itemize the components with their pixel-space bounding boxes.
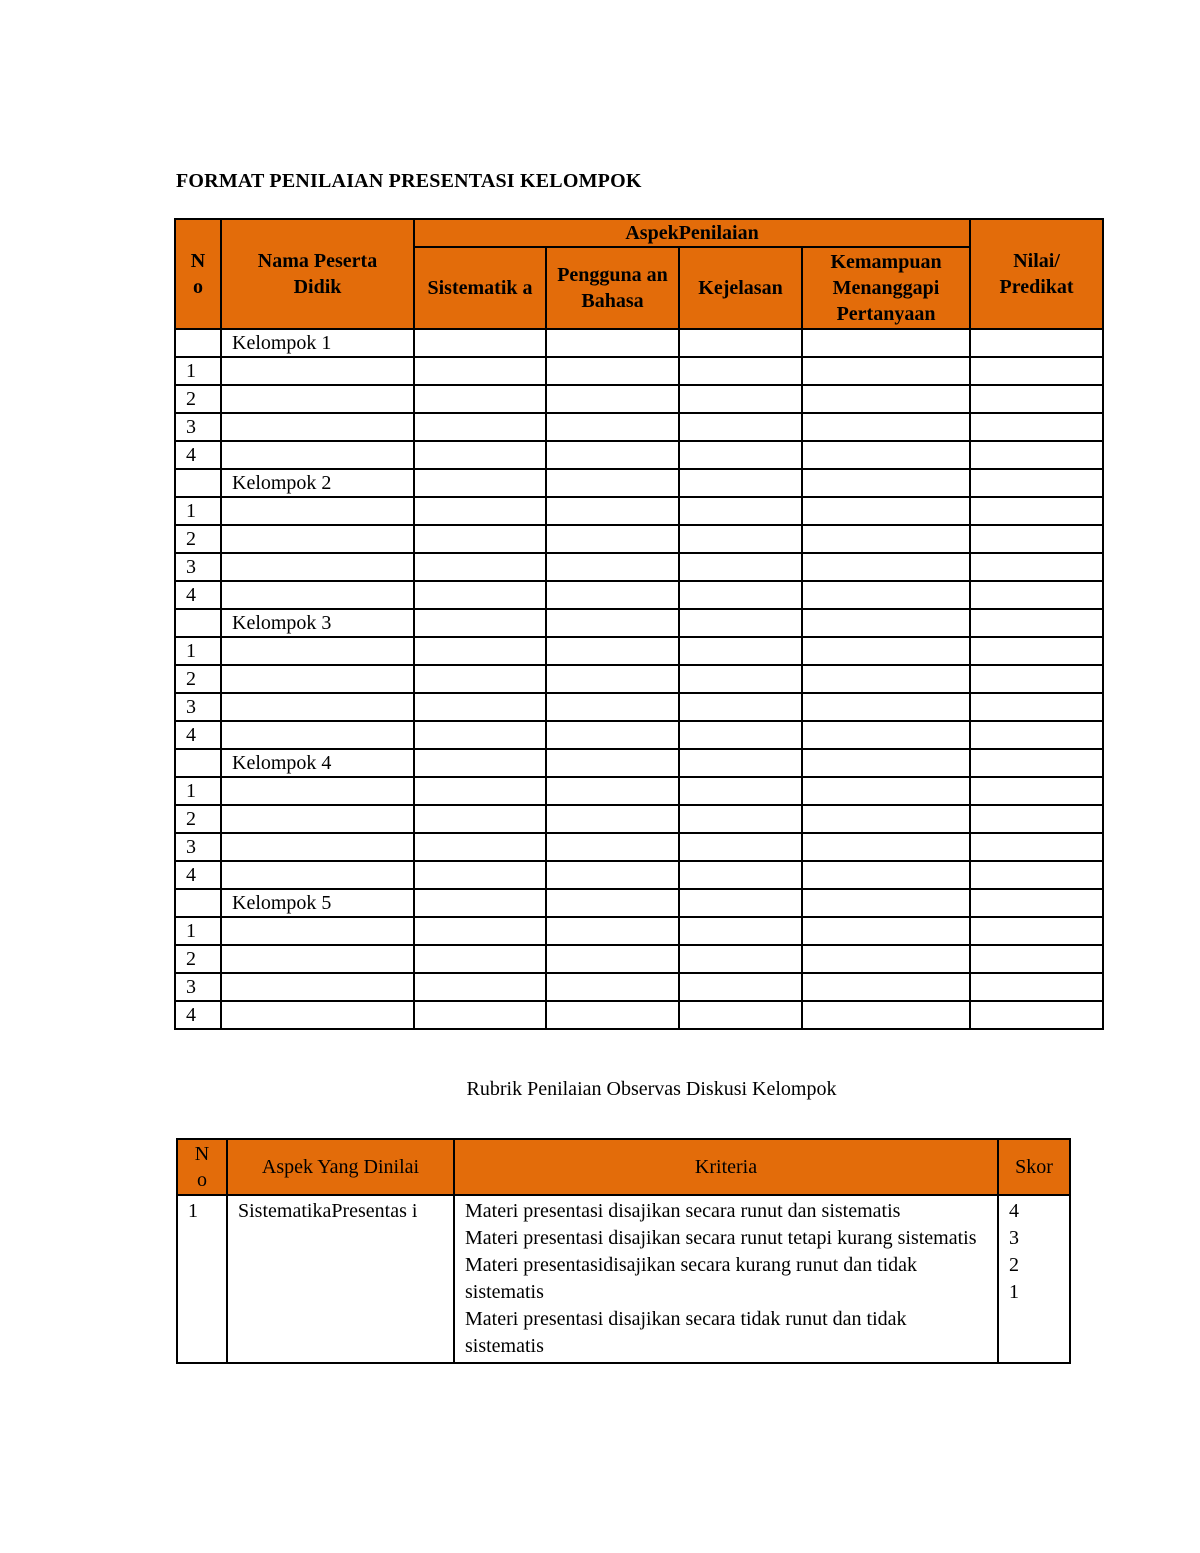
criteria-item: Materi presentasi disajikan secara runut tetapi kurang sistematis <box>465 1227 977 1249</box>
score-cell[interactable] <box>546 441 679 469</box>
score-cell[interactable] <box>679 665 802 693</box>
score-cell[interactable] <box>802 973 970 1001</box>
score-cell[interactable] <box>970 693 1103 721</box>
score-cell[interactable] <box>802 889 970 917</box>
score-cell[interactable] <box>546 805 679 833</box>
student-row <box>175 581 1103 609</box>
score-cell[interactable] <box>970 525 1103 553</box>
score-cell[interactable] <box>802 553 970 581</box>
score-cell[interactable] <box>679 889 802 917</box>
student-row <box>175 721 1103 749</box>
score-cell[interactable] <box>546 833 679 861</box>
student-row <box>175 525 1103 553</box>
header-aspek-penilaian: AspekPenilaian <box>414 219 970 247</box>
student-row <box>175 385 1103 413</box>
score-cell[interactable] <box>802 805 970 833</box>
group-name: Kelompok 2 <box>221 469 414 497</box>
student-no: 1 <box>175 917 221 945</box>
student-no: 4 <box>175 441 221 469</box>
score-cell[interactable] <box>802 833 970 861</box>
score-cell[interactable] <box>802 917 970 945</box>
group-row <box>175 469 1103 497</box>
rubric-header-kriteria: Kriteria <box>454 1139 998 1195</box>
group-name: Kelompok 3 <box>221 609 414 637</box>
score-cell[interactable] <box>802 525 970 553</box>
student-no: 4 <box>175 581 221 609</box>
score-cell[interactable] <box>679 749 802 777</box>
score-cell[interactable] <box>970 441 1103 469</box>
score-cell[interactable] <box>546 329 679 357</box>
score-cell[interactable] <box>679 413 802 441</box>
score-cell[interactable] <box>679 385 802 413</box>
student-no: 1 <box>175 357 221 385</box>
score-cell[interactable] <box>414 581 546 609</box>
score-cell[interactable] <box>414 525 546 553</box>
student-row <box>175 441 1103 469</box>
score-cell[interactable] <box>679 945 802 973</box>
score-cell[interactable] <box>679 1001 802 1029</box>
group-no-cell <box>175 329 221 357</box>
group-row <box>175 889 1103 917</box>
score-cell[interactable] <box>802 329 970 357</box>
score-cell[interactable] <box>414 917 546 945</box>
score-cell[interactable] <box>802 357 970 385</box>
score-cell[interactable] <box>414 1001 546 1029</box>
score-cell[interactable] <box>802 609 970 637</box>
score-cell[interactable] <box>802 1001 970 1029</box>
assessment-table <box>174 218 1104 1030</box>
header-sistematika: Sistematik a <box>414 247 546 329</box>
score-cell[interactable] <box>679 637 802 665</box>
score-cell[interactable] <box>970 413 1103 441</box>
student-name-cell[interactable] <box>221 637 414 665</box>
score-cell[interactable] <box>970 553 1103 581</box>
score-cell[interactable] <box>679 805 802 833</box>
group-no-cell <box>175 889 221 917</box>
score-cell[interactable] <box>970 637 1103 665</box>
score-cell[interactable] <box>970 973 1103 1001</box>
student-row <box>175 973 1103 1001</box>
student-row <box>175 917 1103 945</box>
score-cell[interactable] <box>679 497 802 525</box>
score-cell[interactable] <box>802 637 970 665</box>
score-cell[interactable] <box>414 329 546 357</box>
rubric-header-no: N o <box>177 1139 227 1195</box>
score-cell[interactable] <box>679 469 802 497</box>
student-row <box>175 945 1103 973</box>
group-name: Kelompok 5 <box>221 889 414 917</box>
score-cell[interactable] <box>414 889 546 917</box>
score-cell[interactable] <box>546 637 679 665</box>
score-cell[interactable] <box>802 469 970 497</box>
score-cell[interactable] <box>679 581 802 609</box>
score-cell[interactable] <box>679 973 802 1001</box>
score-cell[interactable] <box>546 1001 679 1029</box>
score-cell[interactable] <box>802 665 970 693</box>
group-no-cell <box>175 609 221 637</box>
score-cell[interactable] <box>679 329 802 357</box>
score-cell[interactable] <box>802 581 970 609</box>
page-title: FORMAT PENILAIAN PRESENTASI KELOMPOK <box>176 170 642 192</box>
score-cell[interactable] <box>546 385 679 413</box>
score-cell[interactable] <box>970 469 1103 497</box>
student-no: 2 <box>175 945 221 973</box>
score-cell[interactable] <box>802 385 970 413</box>
student-name-cell[interactable] <box>221 721 414 749</box>
score-cell[interactable] <box>414 385 546 413</box>
student-name-cell[interactable] <box>221 385 414 413</box>
score-cell[interactable] <box>414 833 546 861</box>
student-no: 1 <box>175 497 221 525</box>
score-cell[interactable] <box>414 637 546 665</box>
score-cell[interactable] <box>414 497 546 525</box>
score-cell[interactable] <box>546 469 679 497</box>
student-no: 2 <box>175 385 221 413</box>
student-no: 2 <box>175 525 221 553</box>
student-name-cell[interactable] <box>221 945 414 973</box>
score-cell[interactable] <box>414 693 546 721</box>
student-name-cell[interactable] <box>221 581 414 609</box>
group-name: Kelompok 4 <box>221 749 414 777</box>
student-row <box>175 805 1103 833</box>
score-cell[interactable] <box>970 721 1103 749</box>
student-name-cell[interactable] <box>221 497 414 525</box>
score-cell[interactable] <box>970 805 1103 833</box>
score-cell[interactable] <box>802 497 970 525</box>
student-row <box>175 357 1103 385</box>
score-cell[interactable] <box>546 777 679 805</box>
score-cell[interactable] <box>546 525 679 553</box>
student-no: 2 <box>175 805 221 833</box>
score-cell[interactable] <box>802 945 970 973</box>
rubric-row-no: 1 <box>177 1195 227 1363</box>
score-cell[interactable] <box>414 665 546 693</box>
score-cell[interactable] <box>414 973 546 1001</box>
student-name-cell[interactable] <box>221 1001 414 1029</box>
score-cell[interactable] <box>970 665 1103 693</box>
rubric-table <box>176 1138 1071 1364</box>
score-cell[interactable] <box>970 945 1103 973</box>
student-row <box>175 1001 1103 1029</box>
score-cell[interactable] <box>679 441 802 469</box>
student-row <box>175 665 1103 693</box>
student-no: 3 <box>175 973 221 1001</box>
score-cell[interactable] <box>679 553 802 581</box>
score-cell[interactable] <box>414 777 546 805</box>
header-kejelasan: Kejelasan <box>679 247 802 329</box>
score-cell[interactable] <box>546 973 679 1001</box>
score-cell[interactable] <box>414 749 546 777</box>
group-row <box>175 329 1103 357</box>
score-cell[interactable] <box>970 917 1103 945</box>
score-cell[interactable] <box>802 413 970 441</box>
score-cell[interactable] <box>546 861 679 889</box>
score-cell[interactable] <box>679 609 802 637</box>
student-name-cell[interactable] <box>221 665 414 693</box>
score-cell[interactable] <box>970 329 1103 357</box>
header-nilai-predikat: Nilai/ Predikat <box>970 219 1103 329</box>
score-cell[interactable] <box>970 1001 1103 1029</box>
student-name-cell[interactable] <box>221 553 414 581</box>
score-cell[interactable] <box>414 805 546 833</box>
student-no: 3 <box>175 413 221 441</box>
score-cell[interactable] <box>679 525 802 553</box>
score-item: 1 <box>1009 1281 1019 1303</box>
criteria-item: Materi presentasidisajikan secara kurang runut dan tidak sistematis <box>465 1254 918 1303</box>
score-cell[interactable] <box>546 665 679 693</box>
group-no-cell <box>175 749 221 777</box>
score-cell[interactable] <box>546 413 679 441</box>
student-no: 4 <box>175 1001 221 1029</box>
student-no: 3 <box>175 693 221 721</box>
rubric-title: Rubrik Penilaian Observas Diskusi Kelompok <box>466 1078 837 1100</box>
student-no: 3 <box>175 833 221 861</box>
criteria-item: Materi presentasi disajikan secara runut dan sistematis <box>465 1200 901 1222</box>
group-row <box>175 609 1103 637</box>
score-cell[interactable] <box>546 917 679 945</box>
header-penggunaan-bahasa: Pengguna an Bahasa <box>546 247 679 329</box>
score-cell[interactable] <box>970 889 1103 917</box>
student-row <box>175 833 1103 861</box>
student-name-cell[interactable] <box>221 357 414 385</box>
student-row <box>175 497 1103 525</box>
student-row <box>175 413 1103 441</box>
student-row <box>175 693 1103 721</box>
student-no: 4 <box>175 861 221 889</box>
rubric-header-skor: Skor <box>998 1139 1070 1195</box>
score-cell[interactable] <box>679 777 802 805</box>
header-kemampuan: Kemampuan Menanggapi Pertanyaan <box>802 247 970 329</box>
score-cell[interactable] <box>414 441 546 469</box>
score-cell[interactable] <box>546 889 679 917</box>
student-name-cell[interactable] <box>221 917 414 945</box>
score-cell[interactable] <box>546 357 679 385</box>
rubric-criteria-cell <box>454 1195 998 1363</box>
student-name-cell[interactable] <box>221 833 414 861</box>
score-cell[interactable] <box>546 721 679 749</box>
student-no: 1 <box>175 777 221 805</box>
score-cell[interactable] <box>802 749 970 777</box>
score-cell[interactable] <box>414 469 546 497</box>
student-name-cell[interactable] <box>221 805 414 833</box>
score-cell[interactable] <box>546 609 679 637</box>
score-cell[interactable] <box>802 777 970 805</box>
rubric-row-aspek: SistematikaPresentas i <box>227 1195 454 1363</box>
student-name-cell[interactable] <box>221 973 414 1001</box>
student-name-cell[interactable] <box>221 777 414 805</box>
score-cell[interactable] <box>679 721 802 749</box>
rubric-header-aspek: Aspek Yang Dinilai <box>227 1139 454 1195</box>
score-cell[interactable] <box>546 749 679 777</box>
score-cell[interactable] <box>679 917 802 945</box>
score-cell[interactable] <box>970 385 1103 413</box>
score-cell[interactable] <box>802 693 970 721</box>
student-name-cell[interactable] <box>221 413 414 441</box>
score-cell[interactable] <box>970 357 1103 385</box>
student-no: 4 <box>175 721 221 749</box>
score-cell[interactable] <box>546 945 679 973</box>
student-name-cell[interactable] <box>221 693 414 721</box>
student-no: 3 <box>175 553 221 581</box>
student-row <box>175 637 1103 665</box>
student-row <box>175 553 1103 581</box>
score-cell[interactable] <box>970 609 1103 637</box>
score-item: 2 <box>1009 1254 1019 1276</box>
score-cell[interactable] <box>546 693 679 721</box>
student-name-cell[interactable] <box>221 861 414 889</box>
student-row <box>175 777 1103 805</box>
score-cell[interactable] <box>970 833 1103 861</box>
score-cell[interactable] <box>970 777 1103 805</box>
score-cell[interactable] <box>414 553 546 581</box>
score-cell[interactable] <box>679 833 802 861</box>
score-cell[interactable] <box>679 357 802 385</box>
score-cell[interactable] <box>414 721 546 749</box>
score-cell[interactable] <box>802 721 970 749</box>
criteria-item: Materi presentasi disajikan secara tidak runut dan tidak sistematis <box>465 1308 907 1357</box>
header-no: N o <box>175 219 221 329</box>
score-cell[interactable] <box>679 861 802 889</box>
score-cell[interactable] <box>802 441 970 469</box>
score-cell[interactable] <box>970 749 1103 777</box>
score-cell[interactable] <box>546 553 679 581</box>
score-cell[interactable] <box>546 497 679 525</box>
score-cell[interactable] <box>970 497 1103 525</box>
score-cell[interactable] <box>414 945 546 973</box>
score-cell[interactable] <box>546 581 679 609</box>
student-no: 2 <box>175 665 221 693</box>
score-cell[interactable] <box>414 861 546 889</box>
student-row <box>175 861 1103 889</box>
score-item: 4 <box>1009 1200 1019 1222</box>
score-cell[interactable] <box>970 861 1103 889</box>
student-name-cell[interactable] <box>221 441 414 469</box>
student-name-cell[interactable] <box>221 525 414 553</box>
header-nama-peserta: Nama Peserta Didik <box>221 219 414 329</box>
student-no: 1 <box>175 637 221 665</box>
rubric-row <box>177 1195 1070 1363</box>
score-cell[interactable] <box>414 609 546 637</box>
score-cell[interactable] <box>414 357 546 385</box>
group-no-cell <box>175 469 221 497</box>
score-cell[interactable] <box>679 693 802 721</box>
score-cell[interactable] <box>970 581 1103 609</box>
group-name: Kelompok 1 <box>221 329 414 357</box>
score-cell[interactable] <box>802 861 970 889</box>
group-row <box>175 749 1103 777</box>
score-cell[interactable] <box>414 413 546 441</box>
score-item: 3 <box>1009 1227 1019 1249</box>
rubric-score-cell <box>998 1195 1070 1363</box>
